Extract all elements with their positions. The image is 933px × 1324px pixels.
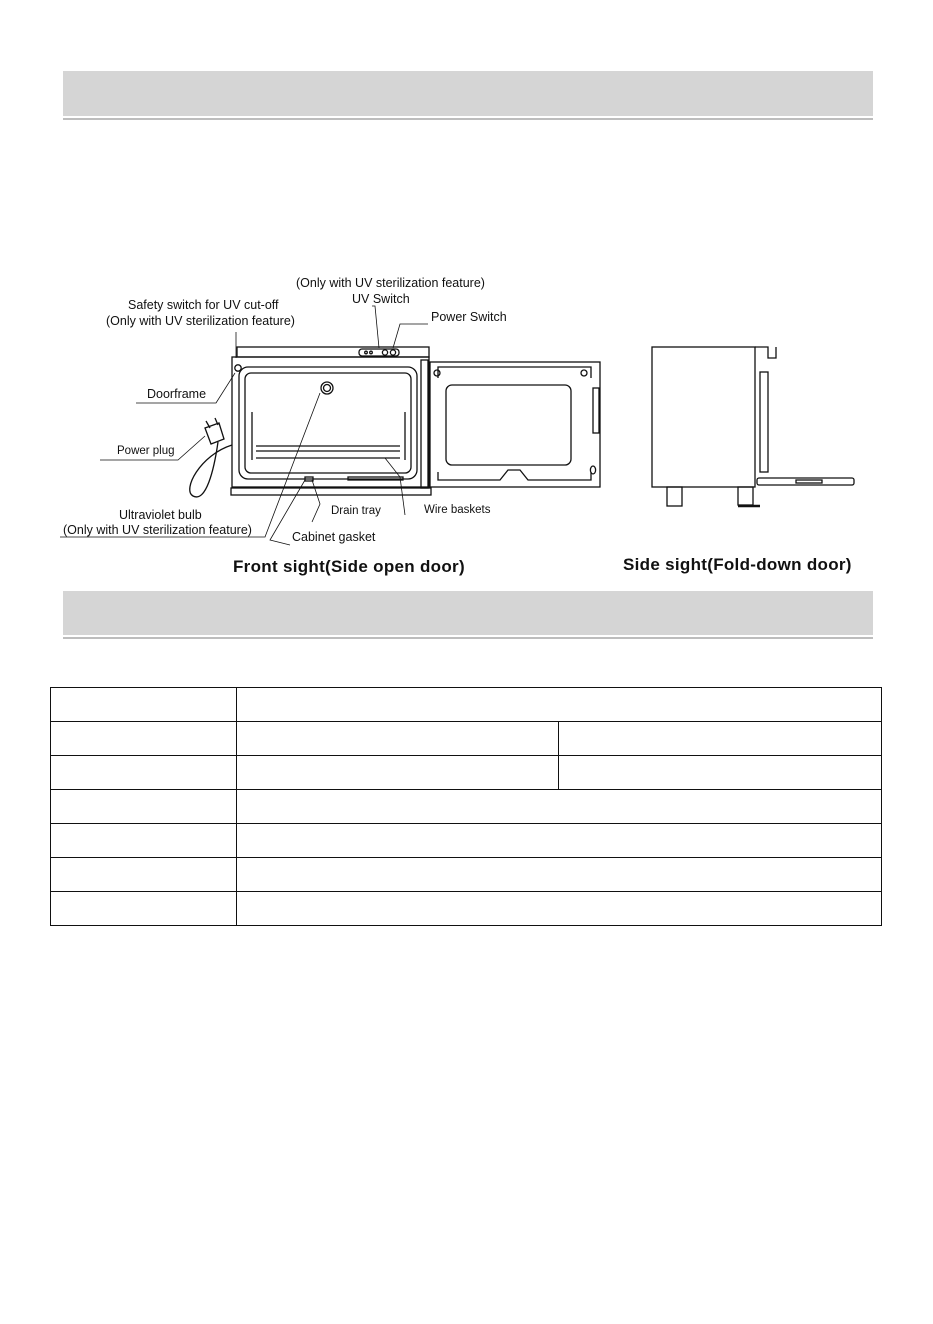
table-cell [237, 722, 559, 756]
label-uv-switch: UV Switch [352, 292, 410, 306]
label-wire-baskets: Wire baskets [424, 504, 491, 516]
label-doorframe: Doorframe [147, 387, 207, 401]
side-cabinet-body [652, 347, 755, 487]
side-door [430, 362, 600, 487]
power-switch-knob [390, 350, 395, 355]
power-cord [190, 442, 232, 497]
table-cell [237, 790, 882, 824]
table-row [51, 756, 882, 790]
uv-switch-knob [382, 350, 387, 355]
label-safety-switch-line2: (Only with UV sterilization feature) [106, 314, 295, 328]
table-cell [51, 824, 237, 858]
table-cell [51, 892, 237, 926]
label-power-switch: Power Switch [431, 310, 507, 324]
table-row [51, 790, 882, 824]
table-cell [51, 756, 237, 790]
table-cell [51, 790, 237, 824]
control-strip [237, 347, 429, 357]
table-cell [237, 756, 559, 790]
label-uv-bulb-line1: Ultraviolet bulb [119, 508, 202, 522]
label-uv-bulb-line2: (Only with UV sterilization feature) [63, 523, 252, 537]
table-cell [237, 688, 882, 722]
table-cell [51, 722, 237, 756]
table-cell [559, 756, 882, 790]
table-row [51, 858, 882, 892]
table-row [51, 824, 882, 858]
table-row [51, 722, 882, 756]
power-plug [205, 423, 224, 444]
fold-down-door [757, 478, 854, 485]
side-foot-left [667, 487, 682, 506]
cabinet-body [232, 357, 429, 487]
label-power-plug: Power plug [117, 445, 175, 457]
caption-side-view: Side sight(Fold-down door) [623, 555, 852, 574]
table-cell [559, 722, 882, 756]
uv-bulb [321, 382, 333, 394]
section-2-divider [63, 637, 873, 639]
label-drain-tray: Drain tray [331, 505, 381, 517]
table-cell [237, 824, 882, 858]
table-cell [51, 858, 237, 892]
spec-table [50, 687, 882, 926]
label-cabinet-gasket: Cabinet gasket [292, 530, 376, 544]
table-cell [237, 892, 882, 926]
label-uv-feature-top: (Only with UV sterilization feature) [296, 276, 485, 290]
caption-front-view: Front sight(Side open door) [233, 557, 465, 576]
table-row [51, 892, 882, 926]
doorframe [239, 367, 417, 479]
table-cell [237, 858, 882, 892]
label-safety-switch-line1: Safety switch for UV cut-off [128, 298, 279, 312]
drain-tray [231, 488, 431, 495]
table-row [51, 688, 882, 722]
table-cell [51, 688, 237, 722]
side-foot-right [738, 487, 753, 505]
safety-switch [235, 365, 241, 371]
